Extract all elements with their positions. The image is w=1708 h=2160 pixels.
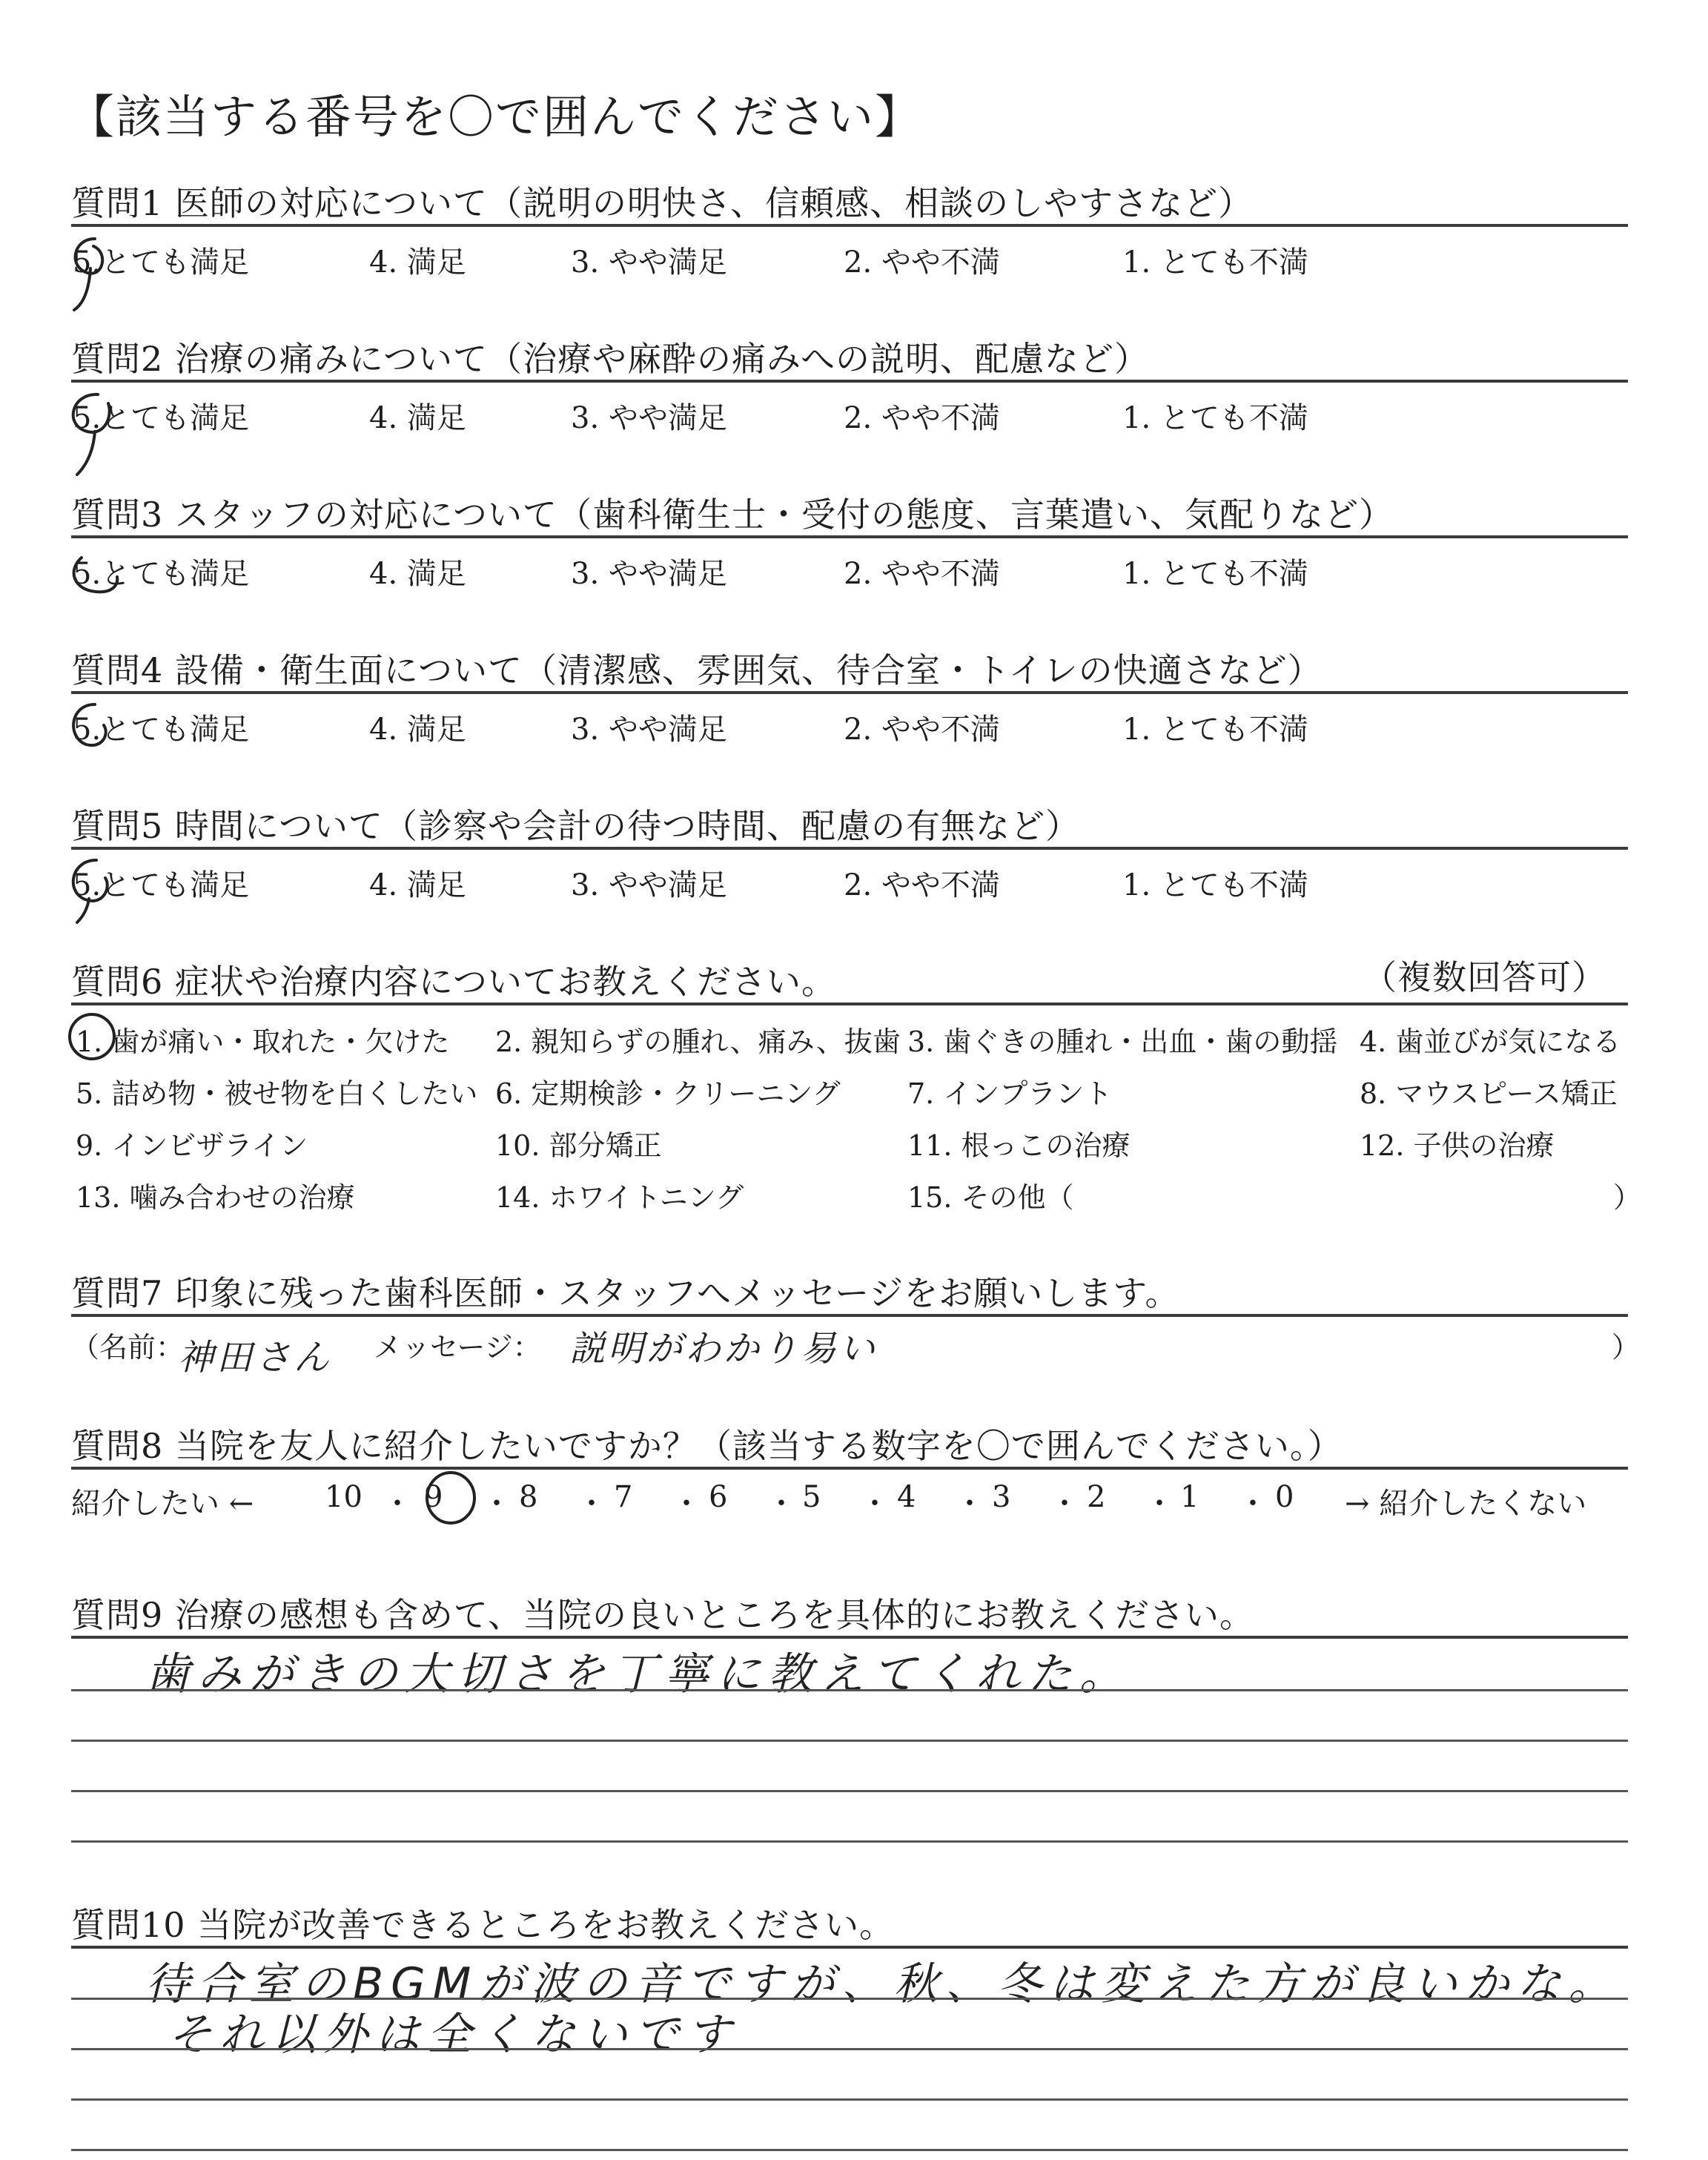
- recommend-score-6[interactable]: 6: [709, 1480, 728, 1514]
- message-label: メッセージ：: [374, 1331, 541, 1364]
- answer-line: [71, 2098, 1628, 2101]
- message-close-paren: ）: [1612, 1331, 1641, 1364]
- divider: [71, 847, 1628, 850]
- question-10-heading: 質問10 当院が改善できるところをお教えください。: [71, 1905, 895, 1945]
- scale-separator: ・: [577, 1487, 606, 1521]
- recommend-right-label: → 紹介したくない: [1345, 1487, 1587, 1521]
- message-handwritten[interactable]: 説明がわかり易い: [569, 1328, 878, 1370]
- recommend-score-10[interactable]: 10: [325, 1480, 363, 1514]
- recommend-score-3[interactable]: 3: [992, 1480, 1011, 1514]
- q3-option-4[interactable]: 4. 満足: [369, 557, 466, 591]
- name-label: （名前：: [71, 1331, 185, 1364]
- divider: [71, 224, 1628, 227]
- scale-separator: ・: [672, 1487, 701, 1521]
- q6-item-15[interactable]: 15. その他（: [907, 1181, 1074, 1214]
- q10-handwritten-line-1[interactable]: 待合室のBGMが波の音ですが、秋、冬は変えた方が良いかな。: [145, 1958, 1621, 2010]
- form-title: 【該当する番号を〇で囲んでください】: [68, 90, 923, 144]
- recommend-score-5[interactable]: 5: [802, 1480, 821, 1514]
- q1-option-2[interactable]: 2. やや不満: [844, 245, 1000, 280]
- recommend-score-9[interactable]: 9: [424, 1480, 443, 1514]
- q6-item-1[interactable]: 1. 歯が痛い・取れた・欠けた: [76, 1025, 450, 1058]
- q2-option-5[interactable]: 5.とても満足: [73, 401, 250, 435]
- divider: [71, 1314, 1628, 1317]
- q1-option-1[interactable]: 1. とても不満: [1122, 245, 1308, 280]
- question-7-heading: 質問7 印象に残った歯科医師・スタッフへメッセージをお願いします。: [71, 1273, 1180, 1313]
- q3-option-2[interactable]: 2. やや不満: [844, 557, 1000, 591]
- q4-option-3[interactable]: 3. やや満足: [571, 713, 727, 747]
- answer-line: [71, 1740, 1628, 1742]
- divider: [71, 691, 1628, 694]
- q2-option-4[interactable]: 4. 満足: [369, 401, 466, 435]
- recommend-score-8[interactable]: 8: [519, 1480, 538, 1514]
- q5-option-3[interactable]: 3. やや満足: [571, 868, 727, 902]
- q6-item-5[interactable]: 5. 詰め物・被せ物を白くしたい: [76, 1077, 478, 1110]
- answer-line: [71, 1840, 1628, 1843]
- answer-line: [71, 1689, 1628, 1691]
- answer-line: [71, 2048, 1628, 2050]
- divider: [71, 380, 1628, 383]
- q2-option-2[interactable]: 2. やや不満: [844, 401, 1000, 435]
- q6-item-6[interactable]: 6. 定期検診・クリーニング: [495, 1077, 841, 1110]
- q3-option-3[interactable]: 3. やや満足: [571, 557, 727, 591]
- answer-line: [71, 1790, 1628, 1792]
- question-3-heading: 質問3 スタッフの対応について（歯科衛生士・受付の態度、言葉遣い、気配りなど）: [71, 495, 1394, 535]
- multiple-answers-note: （複数回答可）: [1363, 957, 1606, 997]
- recommend-score-1[interactable]: 1: [1180, 1480, 1199, 1514]
- q4-option-2[interactable]: 2. やや不満: [844, 713, 1000, 747]
- divider: [71, 1467, 1628, 1470]
- question-2-heading: 質問2 治療の痛みについて（治療や麻酔の痛みへの説明、配慮など）: [71, 339, 1150, 379]
- answer-line: [71, 2149, 1628, 2151]
- q4-option-1[interactable]: 1. とても不満: [1122, 713, 1308, 747]
- q6-item-14[interactable]: 14. ホワイトニング: [495, 1181, 744, 1214]
- recommend-score-7[interactable]: 7: [614, 1480, 633, 1514]
- recommend-score-4[interactable]: 4: [897, 1480, 916, 1514]
- q5-option-4[interactable]: 4. 満足: [369, 868, 466, 902]
- name-handwritten[interactable]: 神田さん: [178, 1337, 333, 1378]
- q6-item-13[interactable]: 13. 噛み合わせの治療: [76, 1181, 355, 1214]
- question-6-heading: 質問6 症状や治療内容についてお教えください。: [71, 962, 836, 1002]
- other-close-paren: ）: [1613, 1181, 1642, 1214]
- recommend-score-0[interactable]: 0: [1275, 1480, 1294, 1514]
- q10-handwritten-line-2[interactable]: それ以外は全くないです: [168, 2009, 738, 2061]
- q5-option-5[interactable]: 5.とても満足: [73, 868, 250, 902]
- q6-item-10[interactable]: 10. 部分矯正: [495, 1129, 662, 1162]
- question-1-heading: 質問1 医師の対応について（説明の明快さ、信頼感、相談のしやすさなど）: [71, 183, 1254, 223]
- scale-separator: ・: [1145, 1487, 1174, 1521]
- q6-item-4[interactable]: 4. 歯並びが気になる: [1360, 1025, 1621, 1058]
- scale-separator: ・: [383, 1487, 412, 1521]
- question-4-heading: 質問4 設備・衛生面について（清潔感、雰囲気、待合室・トイレの快適さなど）: [71, 650, 1323, 690]
- divider: [71, 1003, 1628, 1005]
- question-9-heading: 質問9 治療の感想も含めて、当院の良いところを具体的にお教えください。: [71, 1595, 1254, 1635]
- q3-option-5[interactable]: 5.とても満足: [73, 557, 250, 591]
- q6-item-3[interactable]: 3. 歯ぐきの腫れ・出血・歯の動揺: [907, 1025, 1338, 1058]
- scale-separator: ・: [860, 1487, 890, 1521]
- q9-handwritten-answer[interactable]: 歯みがきの大切さを丁寧に教えてくれた。: [145, 1648, 1131, 1700]
- question-5-heading: 質問5 時間について（診察や会計の待つ時間、配慮の有無など）: [71, 806, 1080, 846]
- scale-separator: ・: [1050, 1487, 1079, 1521]
- q3-option-1[interactable]: 1. とても不満: [1122, 557, 1308, 591]
- q2-option-1[interactable]: 1. とても不満: [1122, 401, 1308, 435]
- q6-item-8[interactable]: 8. マウスピース矯正: [1360, 1077, 1618, 1110]
- q5-option-2[interactable]: 2. やや不満: [844, 868, 1000, 902]
- divider: [71, 535, 1628, 538]
- q1-option-3[interactable]: 3. やや満足: [571, 245, 727, 280]
- q6-item-11[interactable]: 11. 根っこの治療: [907, 1129, 1131, 1162]
- question-8-heading: 質問8 当院を友人に紹介したいですか？（該当する数字を〇で囲んでください。）: [71, 1426, 1343, 1466]
- scale-separator: ・: [767, 1487, 796, 1521]
- q6-item-2[interactable]: 2. 親知らずの腫れ、痛み、抜歯: [495, 1025, 901, 1058]
- q6-item-12[interactable]: 12. 子供の治療: [1360, 1129, 1555, 1162]
- q4-option-5[interactable]: 5.とても満足: [73, 713, 250, 747]
- recommend-score-2[interactable]: 2: [1087, 1480, 1106, 1514]
- q5-option-1[interactable]: 1. とても不満: [1122, 868, 1308, 902]
- recommend-left-label: 紹介したい ←: [71, 1487, 254, 1521]
- q4-option-4[interactable]: 4. 満足: [369, 713, 466, 747]
- q6-item-7[interactable]: 7. インプラント: [907, 1077, 1113, 1110]
- q6-item-9[interactable]: 9. インビザライン: [76, 1129, 308, 1162]
- scale-separator: ・: [1238, 1487, 1268, 1521]
- scale-separator: ・: [955, 1487, 984, 1521]
- q2-option-3[interactable]: 3. やや満足: [571, 401, 727, 435]
- q1-option-5[interactable]: 5.とても満足: [73, 245, 250, 280]
- scale-separator: ・: [482, 1487, 512, 1521]
- q1-option-4[interactable]: 4. 満足: [369, 245, 466, 280]
